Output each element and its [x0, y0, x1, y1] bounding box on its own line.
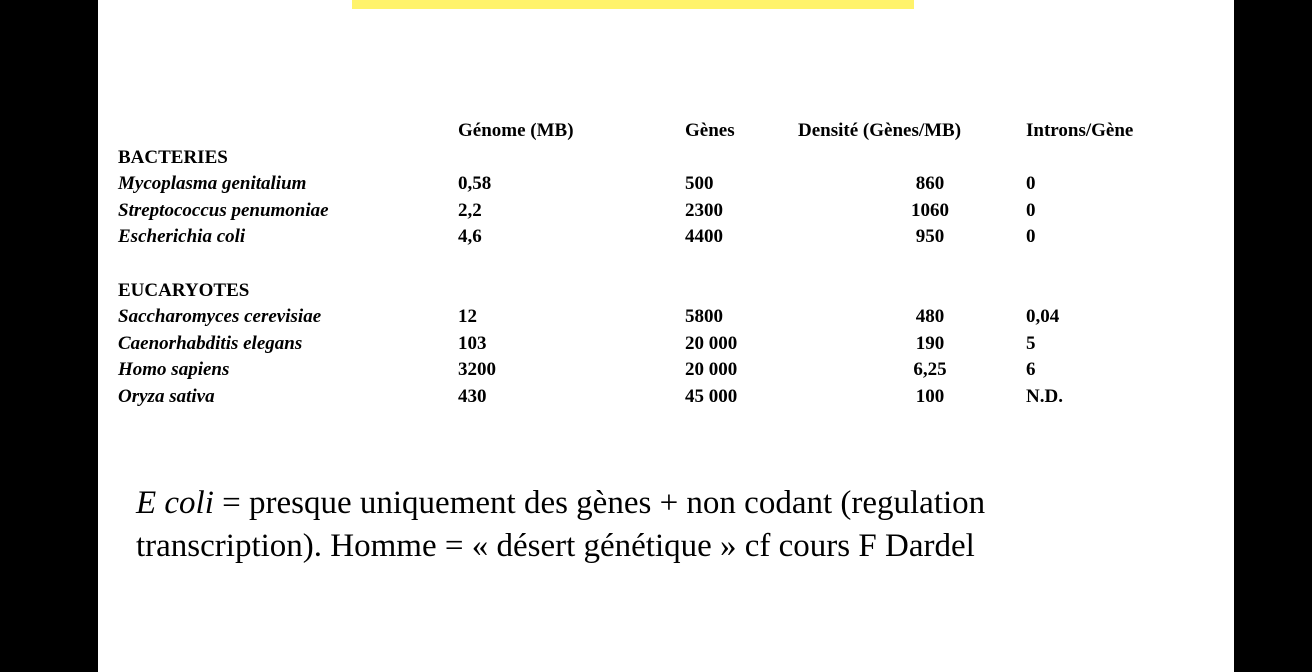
organism-name: Streptococcus penumoniae	[118, 199, 329, 221]
gene-count: 45 000	[685, 386, 738, 407]
introns-per-gene: N.D.	[1026, 386, 1063, 407]
note-line-1-rest: = presque uniquement des gènes + non codant (regulation	[213, 485, 986, 521]
organism-name: Oryza sativa	[118, 386, 215, 407]
genome-size: 3200	[458, 359, 496, 381]
slide	[98, 0, 1234, 672]
organism-name: Homo sapiens	[118, 359, 230, 381]
gene-density: 480	[915, 306, 945, 328]
title-banner	[352, 0, 914, 9]
organism-name: Caenorhabditis elegans	[118, 332, 303, 354]
genome-size: 430	[458, 386, 487, 407]
gene-count: 500	[685, 173, 714, 195]
gene-density: 6,25	[913, 359, 947, 381]
gene-density: 950	[915, 226, 945, 248]
introns-per-gene: 0	[1026, 173, 1036, 195]
gene-density: 860	[915, 173, 945, 195]
gene-density: 100	[915, 386, 945, 407]
gene-count: 4400	[685, 226, 723, 248]
genome-size: 4,6	[458, 226, 482, 248]
introns-per-gene: 0	[1026, 226, 1036, 248]
gene-count: 20 000	[685, 332, 738, 354]
gene-density: 190	[915, 332, 945, 354]
genome-size: 2,2	[458, 199, 482, 221]
note-line-2: transcription). Homme = « désert génétique » cf cours F Dardel	[136, 528, 975, 564]
group-label: BACTERIES	[118, 146, 228, 168]
header-introns: Introns/Gène	[1026, 120, 1134, 141]
note-text	[136, 482, 1216, 568]
gene-density: 1060	[911, 199, 949, 221]
introns-per-gene: 0,04	[1026, 306, 1060, 328]
genome-size: 103	[458, 332, 487, 354]
organism-name: Escherichia coli	[118, 226, 246, 248]
genome-size: 12	[458, 306, 477, 328]
group-label: EUCARYOTES	[118, 279, 250, 301]
gene-count: 20 000	[685, 359, 738, 381]
introns-per-gene: 6	[1026, 359, 1036, 381]
introns-per-gene: 0	[1026, 199, 1036, 221]
note-line-1	[136, 482, 1216, 525]
header-genes: Gènes	[685, 120, 735, 141]
gene-count: 5800	[685, 306, 723, 328]
organism-name: Mycoplasma genitalium	[118, 173, 307, 195]
note-italic-lead: E coli	[136, 485, 214, 521]
organism-name: Saccharomyces cerevisiae	[118, 306, 322, 328]
genome-size: 0,58	[458, 173, 492, 195]
gene-count: 2300	[685, 199, 723, 221]
header-genome: Génome (MB)	[458, 120, 574, 141]
introns-per-gene: 5	[1026, 332, 1036, 354]
header-density: Densité (Gènes/MB)	[798, 120, 962, 141]
